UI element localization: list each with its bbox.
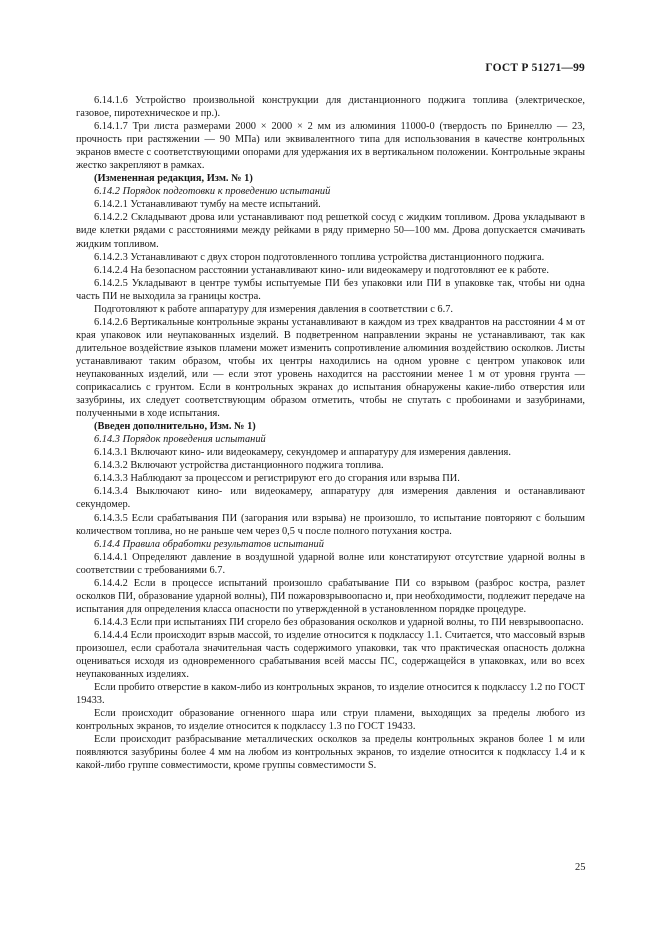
paragraph-6-14-2-1: 6.14.2.1 Устанавливают тумбу на месте испытаний.: [94, 199, 321, 211]
paragraph-6-14-4-2: 6.14.4.2 Если в процессе испытаний произошло срабатывание ПИ со взрывом (разброс костра, разлет осколков ПИ, образование ударной волны), ПИ пожаровзрывоопасно и, при необходимости, подлежит передаче на испытания для определения класса опасности по утвержденной в установленном порядке процедуре.: [76, 577, 585, 615]
paragraph-6-14-3-1: 6.14.3.1 Включают кино- или видеокамеру, секундомер и аппаратуру для измерения давления.: [94, 447, 511, 459]
paragraph-6-14-1-6: 6.14.1.6 Устройство произвольной конструкции для дистанционного поджига топлива (электрическое, газовое, пиротехническое и пр.).: [76, 95, 585, 120]
amendment-note-2: (Введен дополнительно, Изм. № 1): [94, 421, 256, 433]
document-body: [76, 94, 585, 772]
section-heading-6-14-3: 6.14.3 Порядок проведения испытаний: [94, 434, 266, 446]
paragraph-6-14-2-6: 6.14.2.6 Вертикальные контрольные экраны устанавливают в каждом из трех квадрантов на расстоянии 4 м от края упаковок или неупакованных изделий. В подветренном направлении экраны не устанавливают, так как длительное воздействие языков пламени может изменить сопротивление алюминия воздействию осколков. Листы устанавливают таким образом, чтобы их центры находились на одном уровне с центром упаковок или неупакованных изделий, или — если этот уровень находится на расстоянии менее 1 м от уровня грунта — соприкасались с грунтом. Если в контрольных экранах до испытания обнаружены какие-либо отверстия или зазубрины, их следует соответствующим образом отметить, чтобы не спутать с пробоинами и зазубринами, полученными в ходе испытания.: [76, 316, 585, 420]
amendment-note-1: (Измененная редакция, Изм. № 1): [94, 173, 253, 185]
section-heading-6-14-4: 6.14.4 Правила обработки результатов испытаний: [94, 538, 324, 550]
paragraph-subclass-1-3: Если происходит образование огненного шара или струи пламени, выходящих за пределы любого из контрольных экранов, то изделие относится к подклассу 1.3 по ГОСТ 19433.: [76, 708, 585, 733]
paragraph-6-14-1-7: 6.14.1.7 Три листа размерами 2000 × 2000 × 2 мм из алюминия 11000-0 (твердость по Бринеллю — 23, прочность при растяжении — 90 МПа) или эквивалентного типа для использования в качестве контрольных экранов вместе с соответствующими опорами для удержания их в вертикальном положении. Контрольные экраны жестко закрепляют в рамках.: [76, 121, 585, 172]
paragraph-6-14-3-3: 6.14.3.3 Наблюдают за процессом и регистрируют его до сгорания или взрыва ПИ.: [94, 473, 460, 485]
paragraph-6-14-3-2: 6.14.3.2 Включают устройства дистанционного поджига топлива.: [94, 460, 384, 472]
paragraph-6-14-2-5: 6.14.2.5 Укладывают в центре тумбы испытуемые ПИ без упаковки или ПИ в упаковке так, чтобы ни одна часть ПИ не выходила за границы костра.: [76, 277, 585, 302]
page-number: 25: [575, 862, 586, 873]
section-heading-6-14-2: 6.14.2 Порядок подготовки к проведению испытаний: [94, 186, 331, 198]
paragraph-6-14-4-4: 6.14.4.4 Если происходит взрыв массой, то изделие относится к подклассу 1.1. Считается, что массовый взрыв произошел, если сработала значительная часть содержимого упаковки, так что практическая опасность должна оцениваться исходя из одновременного срабатывания всей массы ПС, содержащейся в упаковках, или во всех неупакованных изделиях.: [76, 629, 585, 681]
paragraph-6-14-3-4: 6.14.3.4 Выключают кино- или видеокамеру, аппаратуру для измерения давления и останавливают секундомер.: [76, 486, 585, 511]
paragraph-subclass-1-2: Если пробито отверстие в каком-либо из контрольных экранов, то изделие относится к подклассу 1.2 по ГОСТ 19433.: [76, 682, 585, 707]
paragraph-6-14-3-5: 6.14.3.5 Если срабатывания ПИ (загорания или взрыва) не произошло, то испытание повторяют с большим количеством топлива, но не раньше чем через 0,5 ч после полного потухания костра.: [76, 512, 585, 537]
paragraph-pressure-setup: Подготовляют к работе аппаратуру для измерения давления в соответствии с 6.7.: [94, 303, 454, 315]
paragraph-6-14-2-2: 6.14.2.2 Складывают дрова или устанавливают под решеткой сосуд с жидким топливом. Дрова укладывают в виде клетки рядами с расстояниями между рейками в ряду примерно 50—100 мм. Дрова допускается смачивать жидким топливом.: [76, 212, 585, 250]
paragraph-6-14-2-4: 6.14.2.4 На безопасном расстоянии устанавливают кино- или видеокамеру и подготовляют ее к работе.: [94, 264, 549, 276]
paragraph-6-14-4-3: 6.14.4.3 Если при испытаниях ПИ сгорело без образования осколков и ударной волны, то ПИ невзрывоопасно.: [94, 616, 584, 628]
standard-header: ГОСТ Р 51271—99: [485, 62, 585, 74]
paragraph-6-14-4-1: 6.14.4.1 Определяют давление в воздушной ударной волне или констатируют отсутствие ударной волны в соответствии с требованиями 6.7.: [76, 551, 585, 576]
paragraph-6-14-2-3: 6.14.2.3 Устанавливают с двух сторон подготовленного топлива устройства дистанционного поджига.: [94, 251, 545, 263]
paragraph-subclass-1-4: Если происходит разбрасывание металлических осколков за пределы контрольных экранов более 1 м или появляются зазубрины более 4 мм на любом из контрольных экранов, то изделие относится к подклассу 1.4 и к какой-либо группе совместимости, кроме группы совместимости S.: [76, 734, 585, 772]
